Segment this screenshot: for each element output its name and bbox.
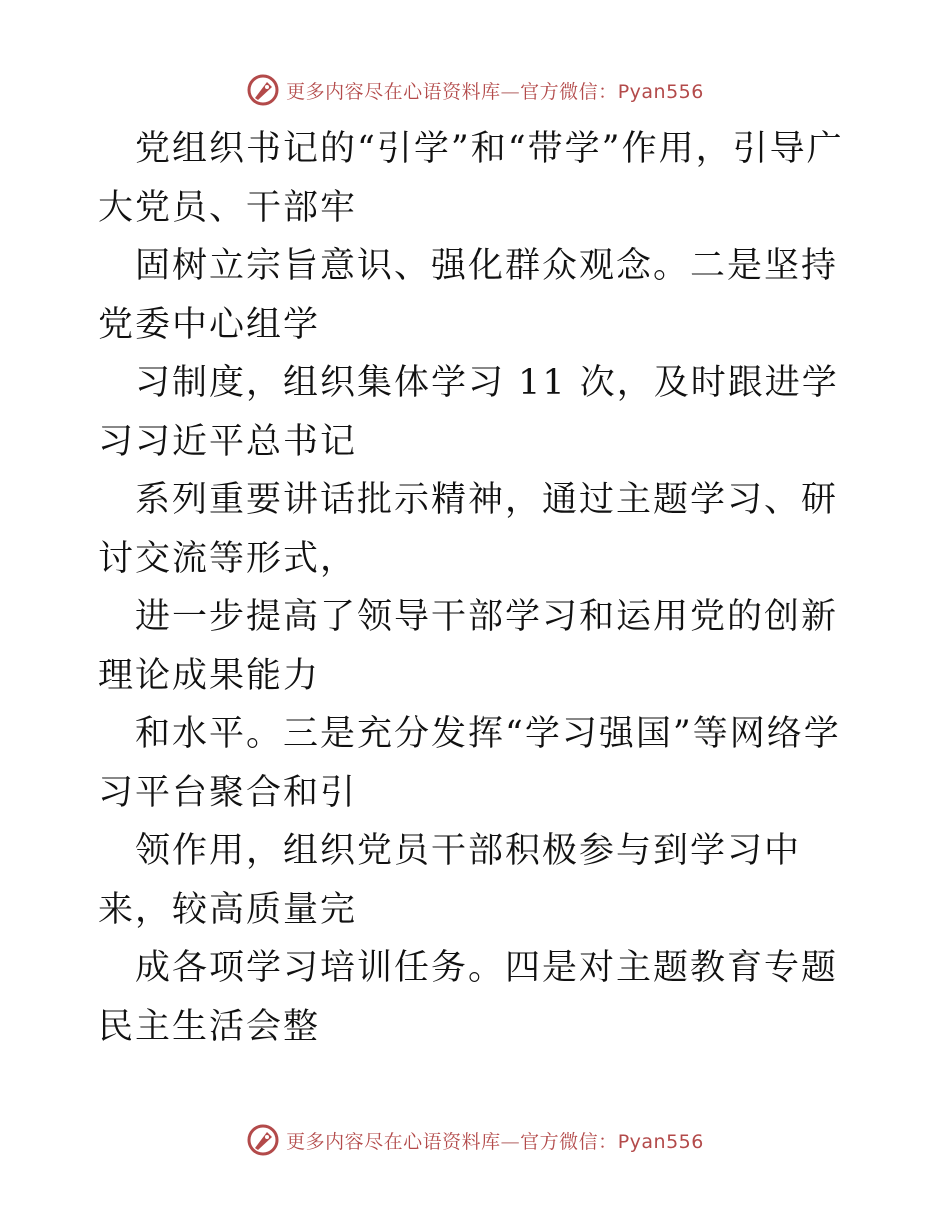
paragraph: 系列重要讲话批示精神，通过主题学习、研讨交流等形式，	[98, 480, 839, 579]
paragraph: 习制度，组织集体学习 11 次，及时跟进学习习近平总书记	[98, 363, 839, 462]
document-body	[98, 120, 858, 1056]
paragraph: 进一步提高了领导干部学习和运用党的创新理论成果能力	[98, 597, 839, 696]
pen-nib-circle-icon	[246, 73, 280, 107]
watermark-text: 更多内容尽在心语资料库—官方微信：Pyan556	[286, 1130, 704, 1153]
watermark-text: 更多内容尽在心语资料库—官方微信：Pyan556	[286, 80, 704, 103]
footer-watermark	[0, 1120, 950, 1160]
paragraph: 和水平。三是充分发挥“学习强国”等网络学习平台聚合和引	[98, 714, 841, 813]
pen-nib-circle-icon	[246, 1123, 280, 1157]
paragraph: 固树立宗旨意识、强化群众观念。二是坚持党委中心组学	[98, 246, 839, 345]
paragraph: 领作用，组织党员干部积极参与到学习中来，较高质量完	[98, 831, 802, 930]
header-watermark	[0, 70, 950, 110]
paragraph: 成各项学习培训任务。四是对主题教育专题民主生活会整	[98, 948, 839, 1047]
paragraph: 党组织书记的“引学”和“带学”作用，引导广大党员、干部牢	[98, 129, 844, 228]
